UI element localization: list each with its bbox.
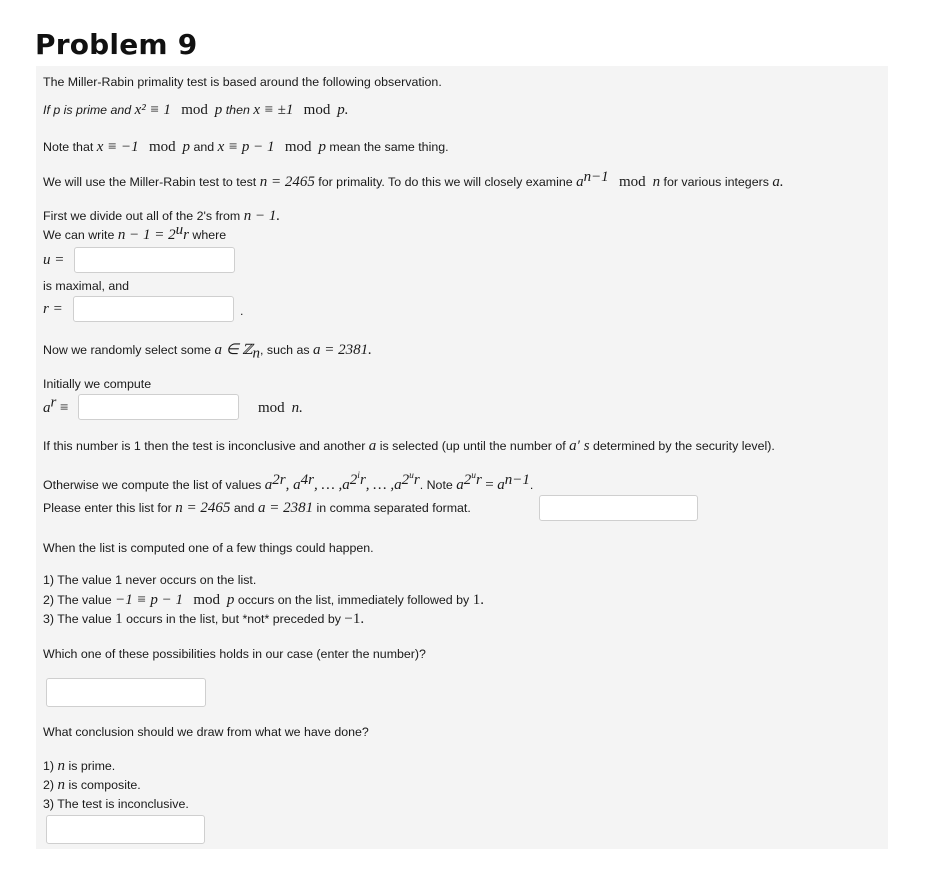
ar-mod: mod n. <box>258 400 303 416</box>
select-line: Now we randomly select some a ∈ ℤ$_n$, such as a = 2381. <box>43 342 372 362</box>
possibility-input[interactable] <box>46 678 206 707</box>
intro-text: The Miller-Rabin primality test is based around the following observation. <box>43 75 442 89</box>
conclusion-input[interactable] <box>46 815 205 844</box>
what-text: What conclusion should we draw from what we have done? <box>43 725 369 739</box>
conclusion-3: 3) The test is inconclusive. <box>43 797 189 811</box>
possibility-1: 1) The value 1 never occurs on the list. <box>43 573 257 587</box>
list-input[interactable] <box>539 495 698 521</box>
possibility-3: 3) The value 1 occurs in the list, but *not* preceded by −1. <box>43 611 365 627</box>
possibility-2: 2) The value −1 ≡ p − 1 mod p occurs on the list, immediately followed by 1. <box>43 592 484 608</box>
u-input[interactable] <box>74 247 235 273</box>
conclusion-1: 1) n is prime. <box>43 758 116 774</box>
note-line: Note that x ≡ −1 mod p and x ≡ p − 1 mod p mean the same thing. <box>43 139 449 155</box>
u-label: u = <box>43 252 65 268</box>
write-line: We can write $n - 1 = 2^ur$ where <box>43 221 227 243</box>
initially-text: Initially we compute <box>43 377 152 391</box>
use-line: We will use the Miller-Rabin test to test n = 2465 for primality. To do this we will closely examine $a^{n-1}$ mod n for various integers a. <box>43 168 784 190</box>
page-title: Problem 9 <box>35 28 198 61</box>
inconclusive-line: If this number is 1 then the test is inconclusive and another a is selected (up until the number of a′ s determined by the security level). <box>43 438 775 454</box>
r-label: r = <box>43 301 63 317</box>
ar-input[interactable] <box>78 394 239 420</box>
which-text: Which one of these possibilities holds in our case (enter the number)? <box>43 647 426 661</box>
when-text: When the list is computed one of a few things could happen. <box>43 541 374 555</box>
r-input[interactable] <box>73 296 234 322</box>
ar-label: $a^r$ ≡ <box>43 394 69 416</box>
please-line: Please enter this list for n = 2465 and a = 2381 in comma separated format. <box>43 500 471 516</box>
otherwise-line: Otherwise we compute the list of values $a^{2r}$, $a^{4r}$, … $,a^{2^ir}$, … $,a^{2^ur}$. Note $a^{2^ur} = a^{n-1}$. <box>43 471 534 494</box>
maximal-text: is maximal, and <box>43 279 130 293</box>
r-period: . <box>240 304 244 318</box>
conclusion-2: 2) n is composite. <box>43 777 141 793</box>
divide-line: First we divide out all of the 2's from n − 1. <box>43 208 281 224</box>
observation-line: If p is prime and x² ≡ 1 mod p then x ≡ ±1 mod p. <box>43 102 349 118</box>
problem-panel <box>36 66 888 849</box>
